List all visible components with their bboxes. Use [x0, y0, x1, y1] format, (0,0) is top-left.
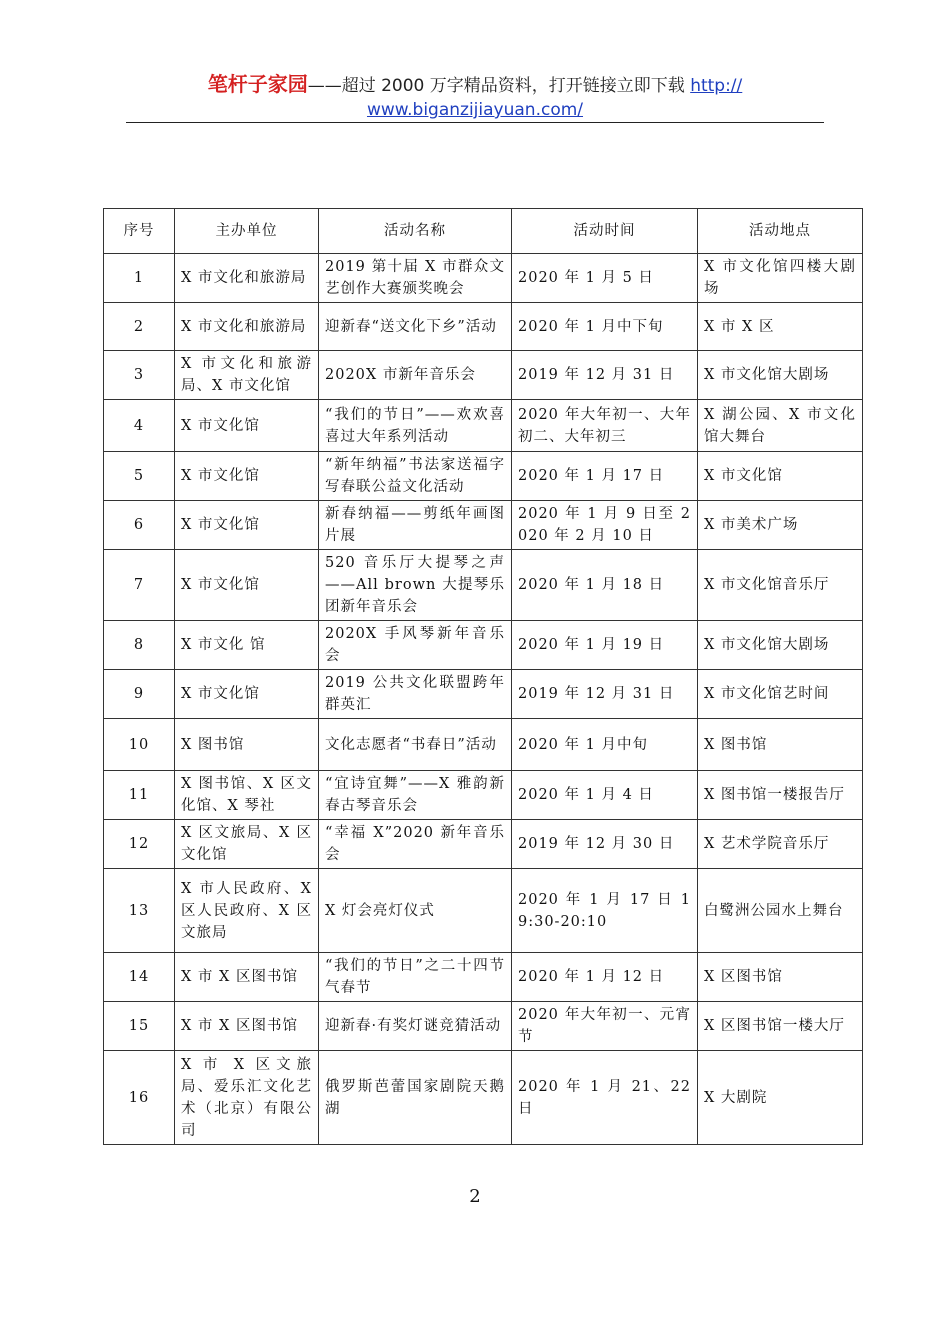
- row-index: 5: [104, 452, 175, 501]
- table-row: [104, 1002, 863, 1051]
- row-organizer: X 市文化馆: [175, 452, 319, 501]
- row-activity-place: X 市文化馆艺时间: [698, 670, 863, 719]
- table-row: [104, 303, 863, 351]
- row-activity-time: 2020 年 1 月 21、22 日: [512, 1051, 698, 1145]
- column-header-index: 序号: [104, 209, 175, 254]
- row-index: 14: [104, 953, 175, 1002]
- row-activity-name: 新春纳福——剪纸年画图片展: [319, 501, 512, 550]
- row-activity-place: X 图书馆: [698, 719, 863, 771]
- table-header: [104, 209, 863, 254]
- page-header: [0, 72, 950, 122]
- row-organizer: X 市 X 区图书馆: [175, 1002, 319, 1051]
- row-index: 11: [104, 771, 175, 820]
- row-activity-place: X 艺术学院音乐厅: [698, 820, 863, 869]
- row-activity-time: 2019 年 12 月 31 日: [512, 670, 698, 719]
- row-activity-place: X 区图书馆一楼大厅: [698, 1002, 863, 1051]
- row-organizer: X 市 X 区图书馆: [175, 953, 319, 1002]
- row-activity-name: “我们的节日”——欢欢喜喜过大年系列活动: [319, 400, 512, 452]
- brand-name: 笔杆子家园: [207, 72, 308, 96]
- row-organizer: X 市文化和旅游局、X 市文化馆: [175, 351, 319, 400]
- row-index: 13: [104, 869, 175, 953]
- row-activity-name: X 灯会亮灯仪式: [319, 869, 512, 953]
- table-row: [104, 771, 863, 820]
- page-number: 2: [469, 1186, 481, 1207]
- row-activity-name: “幸福 X”2020 新年音乐会: [319, 820, 512, 869]
- column-header-activity-name: 活动名称: [319, 209, 512, 254]
- row-activity-time: 2020 年 1 月 17 日 19:30-20:10: [512, 869, 698, 953]
- table-header-row: [104, 209, 863, 254]
- activity-table: [103, 208, 863, 1145]
- table-row: [104, 953, 863, 1002]
- row-organizer: X 市文化馆: [175, 670, 319, 719]
- row-activity-time: 2020 年 1 月 5 日: [512, 254, 698, 303]
- header-divider: [126, 122, 824, 123]
- row-activity-place: X 市 X 区: [698, 303, 863, 351]
- table-row: [104, 820, 863, 869]
- table-row: [104, 719, 863, 771]
- table-row: [104, 550, 863, 621]
- table-row: [104, 501, 863, 550]
- row-activity-time: 2020 年 1 月 4 日: [512, 771, 698, 820]
- row-activity-place: X 区图书馆: [698, 953, 863, 1002]
- row-index: 3: [104, 351, 175, 400]
- table-body: [104, 254, 863, 1145]
- table-row: [104, 621, 863, 670]
- row-activity-place: 白鹭洲公园水上舞台: [698, 869, 863, 953]
- column-header-activity-time: 活动时间: [512, 209, 698, 254]
- row-activity-name: 2020X 市新年音乐会: [319, 351, 512, 400]
- row-activity-name: 文化志愿者“书春日”活动: [319, 719, 512, 771]
- table-row: [104, 670, 863, 719]
- table-row: [104, 351, 863, 400]
- row-activity-place: X 湖公园、X 市文化馆大舞台: [698, 400, 863, 452]
- row-activity-time: 2020 年 1 月中旬: [512, 719, 698, 771]
- row-activity-time: 2020 年 1 月 18 日: [512, 550, 698, 621]
- row-activity-time: 2020 年 1 月 17 日: [512, 452, 698, 501]
- row-organizer: X 市文化馆: [175, 400, 319, 452]
- table-row: [104, 400, 863, 452]
- download-link-part1[interactable]: http://: [690, 76, 743, 96]
- row-index: 16: [104, 1051, 175, 1145]
- row-index: 10: [104, 719, 175, 771]
- row-index: 12: [104, 820, 175, 869]
- row-activity-place: X 市文化馆大剧场: [698, 621, 863, 670]
- row-activity-name: 520 音乐厅大提琴之声——All brown 大提琴乐团新年音乐会: [319, 550, 512, 621]
- row-organizer: X 市文化 馆: [175, 621, 319, 670]
- row-activity-place: X 市美术广场: [698, 501, 863, 550]
- row-activity-time: 2020 年 1 月 19 日: [512, 621, 698, 670]
- row-index: 4: [104, 400, 175, 452]
- row-organizer: X 市文化馆: [175, 501, 319, 550]
- row-organizer: X 区文旅局、X 区文化馆: [175, 820, 319, 869]
- row-activity-time: 2019 年 12 月 31 日: [512, 351, 698, 400]
- column-header-organizer: 主办单位: [175, 209, 319, 254]
- download-link-part2[interactable]: www.biganzijiayuan.com/: [366, 100, 584, 120]
- table-row: [104, 254, 863, 303]
- row-activity-time: 2020 年 1 月中下旬: [512, 303, 698, 351]
- row-organizer: X 市 X 区文旅局、爱乐汇文化艺术（北京）有限公司: [175, 1051, 319, 1145]
- header-link-line: [0, 98, 950, 122]
- row-index: 7: [104, 550, 175, 621]
- table-row: [104, 452, 863, 501]
- row-activity-name: 迎新春“送文化下乡”活动: [319, 303, 512, 351]
- column-header-activity-place: 活动地点: [698, 209, 863, 254]
- row-index: 1: [104, 254, 175, 303]
- row-index: 8: [104, 621, 175, 670]
- row-organizer: X 图书馆: [175, 719, 319, 771]
- row-activity-name: 2019 公共文化联盟跨年群英汇: [319, 670, 512, 719]
- row-index: 2: [104, 303, 175, 351]
- row-activity-name: “我们的节日”之二十四节气春节: [319, 953, 512, 1002]
- row-organizer: X 市文化馆: [175, 550, 319, 621]
- row-activity-name: 2019 第十届 X 市群众文艺创作大赛颁奖晚会: [319, 254, 512, 303]
- table-row: [104, 869, 863, 953]
- row-organizer: X 市人民政府、X 区人民政府、X 区文旅局: [175, 869, 319, 953]
- row-activity-time: 2020 年大年初一、大年初二、大年初三: [512, 400, 698, 452]
- row-activity-name: 2020X 手风琴新年音乐会: [319, 621, 512, 670]
- row-organizer: X 图书馆、X 区文化馆、X 琴社: [175, 771, 319, 820]
- row-organizer: X 市文化和旅游局: [175, 254, 319, 303]
- row-activity-name: “宜诗宜舞”——X 雅韵新春古琴音乐会: [319, 771, 512, 820]
- row-index: 15: [104, 1002, 175, 1051]
- row-activity-name: 俄罗斯芭蕾国家剧院天鹅湖: [319, 1051, 512, 1145]
- row-activity-place: X 大剧院: [698, 1051, 863, 1145]
- table-row: [104, 1051, 863, 1145]
- row-activity-place: X 市文化馆音乐厅: [698, 550, 863, 621]
- row-activity-place: X 市文化馆大剧场: [698, 351, 863, 400]
- row-index: 6: [104, 501, 175, 550]
- row-activity-time: 2020 年 1 月 12 日: [512, 953, 698, 1002]
- row-activity-name: “新年纳福”书法家送福字写春联公益文化活动: [319, 452, 512, 501]
- row-activity-place: X 市文化馆: [698, 452, 863, 501]
- row-activity-time: 2020 年大年初一、元宵节: [512, 1002, 698, 1051]
- row-activity-time: 2019 年 12 月 30 日: [512, 820, 698, 869]
- header-tagline: ——超过 2000 万字精品资料，打开链接立即下载: [307, 76, 691, 96]
- header-line: [0, 72, 950, 98]
- row-activity-time: 2020 年 1 月 9 日至 2020 年 2 月 10 日: [512, 501, 698, 550]
- row-activity-name: 迎新春·有奖灯谜竞猜活动: [319, 1002, 512, 1051]
- row-activity-place: X 图书馆一楼报告厅: [698, 771, 863, 820]
- row-organizer: X 市文化和旅游局: [175, 303, 319, 351]
- row-activity-place: X 市文化馆四楼大剧场: [698, 254, 863, 303]
- row-index: 9: [104, 670, 175, 719]
